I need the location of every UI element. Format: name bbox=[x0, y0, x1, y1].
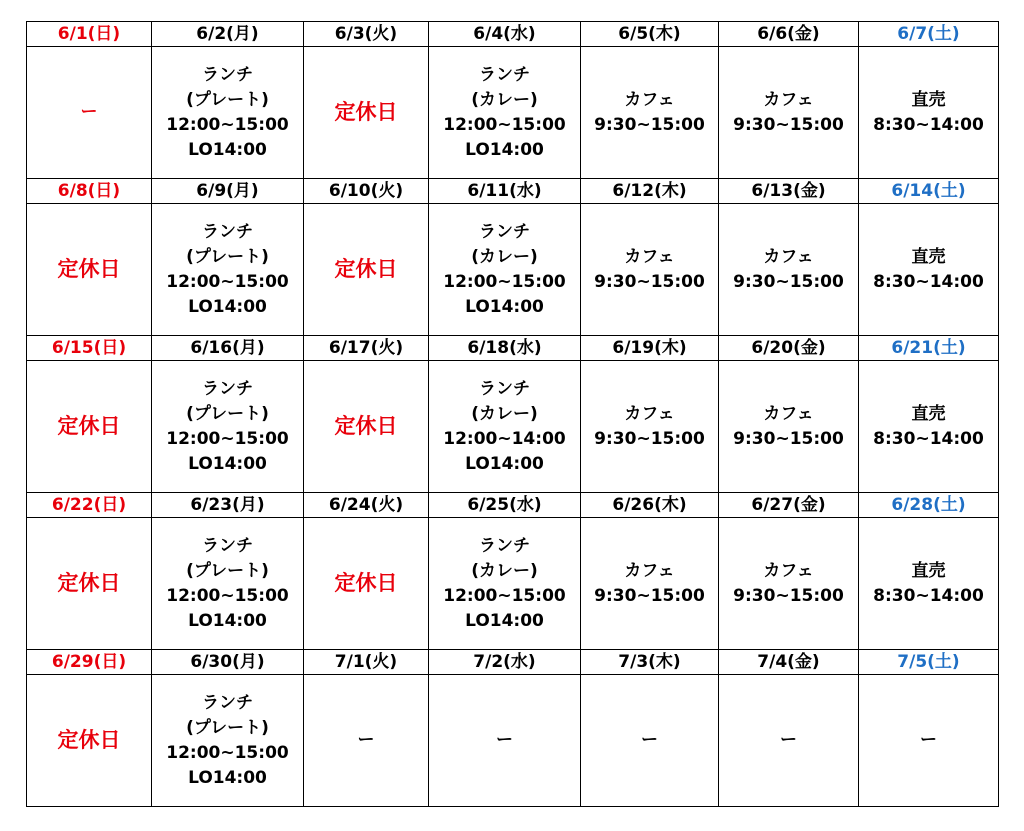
schedule-cell-direct bbox=[859, 518, 999, 650]
schedule-cell-lunch bbox=[429, 518, 581, 650]
schedule-text-line: (プレート) bbox=[186, 403, 269, 424]
date-cell: 7/3(木) bbox=[581, 650, 719, 675]
schedule-cell-dash bbox=[429, 675, 581, 807]
schedule-text-line: カフェ bbox=[763, 403, 814, 424]
no-service-dash: ー bbox=[920, 730, 937, 750]
schedule-cell-cafe bbox=[581, 361, 719, 493]
closed-day-label: 定休日 bbox=[334, 414, 398, 438]
schedule-text-line: LO14:00 bbox=[465, 453, 544, 474]
schedule-text-line: ランチ bbox=[202, 692, 253, 713]
closed-day-label: 定休日 bbox=[57, 257, 121, 281]
schedule-text-line: LO14:00 bbox=[188, 139, 267, 160]
no-service-dash: ー bbox=[780, 730, 797, 750]
date-cell: 7/2(水) bbox=[429, 650, 581, 675]
schedule-cell-direct bbox=[859, 204, 999, 336]
schedule-cell-dash bbox=[304, 675, 429, 807]
date-cell: 6/9(月) bbox=[152, 179, 304, 204]
date-cell: 6/10(火) bbox=[304, 179, 429, 204]
schedule-text-line: 9:30~15:00 bbox=[733, 114, 844, 135]
schedule-text-line: カフェ bbox=[763, 89, 814, 110]
schedule-text-line: LO14:00 bbox=[465, 610, 544, 631]
date-cell: 6/24(火) bbox=[304, 493, 429, 518]
schedule-text-line: 9:30~15:00 bbox=[594, 428, 705, 449]
closed-day-label: 定休日 bbox=[334, 571, 398, 595]
schedule-text-line: LO14:00 bbox=[188, 296, 267, 317]
date-cell: 6/20(金) bbox=[719, 336, 859, 361]
schedule-row bbox=[27, 47, 999, 179]
schedule-text-line: (プレート) bbox=[186, 89, 269, 110]
schedule-cell-cafe bbox=[581, 518, 719, 650]
schedule-text-line: 8:30~14:00 bbox=[873, 428, 984, 449]
schedule-text-line: 12:00~15:00 bbox=[166, 428, 289, 449]
date-cell: 6/17(火) bbox=[304, 336, 429, 361]
schedule-cell-cafe bbox=[581, 47, 719, 179]
schedule-text-line: LO14:00 bbox=[465, 296, 544, 317]
schedule-text-line: 9:30~15:00 bbox=[733, 271, 844, 292]
schedule-cell-lunch bbox=[152, 204, 304, 336]
date-cell: 6/25(水) bbox=[429, 493, 581, 518]
schedule-cell-lunch bbox=[152, 361, 304, 493]
schedule-text-line: 8:30~14:00 bbox=[873, 114, 984, 135]
schedule-cell-closed bbox=[27, 361, 152, 493]
date-cell: 6/27(金) bbox=[719, 493, 859, 518]
schedule-text-line: 12:00~15:00 bbox=[166, 585, 289, 606]
schedule-cell-cafe bbox=[719, 47, 859, 179]
date-cell: 6/26(木) bbox=[581, 493, 719, 518]
date-cell: 7/5(土) bbox=[859, 650, 999, 675]
schedule-text-line: ランチ bbox=[202, 221, 253, 242]
date-cell: 6/11(水) bbox=[429, 179, 581, 204]
closed-day-label: 定休日 bbox=[57, 571, 121, 595]
schedule-text-line: (プレート) bbox=[186, 717, 269, 738]
schedule-text-line: ランチ bbox=[202, 535, 253, 556]
schedule-text-line: ランチ bbox=[479, 535, 530, 556]
date-cell: 6/22(日) bbox=[27, 493, 152, 518]
date-cell: 6/3(火) bbox=[304, 22, 429, 47]
schedule-row bbox=[27, 518, 999, 650]
date-cell: 6/14(土) bbox=[859, 179, 999, 204]
schedule-text-line: ランチ bbox=[479, 221, 530, 242]
schedule-cell-lunch bbox=[152, 675, 304, 807]
schedule-text-line: 9:30~15:00 bbox=[594, 114, 705, 135]
schedule-text-line: 直売 bbox=[911, 89, 946, 110]
date-cell: 6/12(木) bbox=[581, 179, 719, 204]
schedule-text-line: 8:30~14:00 bbox=[873, 271, 984, 292]
schedule-text-line: 8:30~14:00 bbox=[873, 585, 984, 606]
schedule-text-line: LO14:00 bbox=[465, 139, 544, 160]
schedule-row bbox=[27, 675, 999, 807]
date-cell: 7/1(火) bbox=[304, 650, 429, 675]
schedule-text-line: LO14:00 bbox=[188, 610, 267, 631]
closed-day-label: 定休日 bbox=[57, 728, 121, 752]
schedule-text-line: (カレー) bbox=[471, 403, 538, 424]
date-cell: 6/30(月) bbox=[152, 650, 304, 675]
date-cell: 6/2(月) bbox=[152, 22, 304, 47]
date-cell: 6/6(金) bbox=[719, 22, 859, 47]
schedule-cell-closed bbox=[304, 518, 429, 650]
date-cell: 6/13(金) bbox=[719, 179, 859, 204]
calendar-body bbox=[27, 22, 999, 807]
schedule-text-line: 9:30~15:00 bbox=[594, 271, 705, 292]
schedule-cell-closed bbox=[27, 518, 152, 650]
schedule-cell-cafe bbox=[581, 204, 719, 336]
date-cell: 6/4(水) bbox=[429, 22, 581, 47]
schedule-text-line: 12:00~15:00 bbox=[443, 585, 566, 606]
schedule-text-line: 9:30~15:00 bbox=[733, 428, 844, 449]
closed-day-label: 定休日 bbox=[334, 257, 398, 281]
schedule-cell-cafe bbox=[719, 518, 859, 650]
date-header-row bbox=[27, 179, 999, 204]
schedule-text-line: LO14:00 bbox=[188, 453, 267, 474]
schedule-row bbox=[27, 204, 999, 336]
schedule-text-line: カフェ bbox=[624, 89, 675, 110]
schedule-cell-cafe bbox=[719, 361, 859, 493]
date-header-row bbox=[27, 336, 999, 361]
date-cell: 6/15(日) bbox=[27, 336, 152, 361]
date-cell: 6/18(水) bbox=[429, 336, 581, 361]
schedule-cell-dash bbox=[719, 675, 859, 807]
schedule-cell-lunch bbox=[429, 361, 581, 493]
schedule-cell-lunch bbox=[152, 47, 304, 179]
schedule-text-line: (カレー) bbox=[471, 560, 538, 581]
closed-day-label: 定休日 bbox=[334, 100, 398, 124]
schedule-text-line: ランチ bbox=[202, 64, 253, 85]
schedule-cell-closed bbox=[304, 204, 429, 336]
schedule-text-line: 12:00~15:00 bbox=[166, 114, 289, 135]
schedule-text-line: (カレー) bbox=[471, 89, 538, 110]
date-cell: 6/7(土) bbox=[859, 22, 999, 47]
schedule-text-line: カフェ bbox=[624, 246, 675, 267]
schedule-text-line: カフェ bbox=[763, 560, 814, 581]
date-cell: 6/8(日) bbox=[27, 179, 152, 204]
date-cell: 6/21(土) bbox=[859, 336, 999, 361]
date-cell: 6/28(土) bbox=[859, 493, 999, 518]
schedule-text-line: 12:00~14:00 bbox=[443, 428, 566, 449]
schedule-text-line: 9:30~15:00 bbox=[733, 585, 844, 606]
schedule-cell-closed bbox=[27, 204, 152, 336]
schedule-text-line: 12:00~15:00 bbox=[443, 271, 566, 292]
schedule-cell-cafe bbox=[719, 204, 859, 336]
schedule-text-line: (カレー) bbox=[471, 246, 538, 267]
schedule-row bbox=[27, 361, 999, 493]
schedule-text-line: (プレート) bbox=[186, 560, 269, 581]
schedule-text-line: ランチ bbox=[479, 64, 530, 85]
date-cell: 6/5(木) bbox=[581, 22, 719, 47]
schedule-text-line: 直売 bbox=[911, 403, 946, 424]
date-cell: 6/1(日) bbox=[27, 22, 152, 47]
schedule-cell-dash bbox=[859, 675, 999, 807]
date-header-row bbox=[27, 22, 999, 47]
schedule-text-line: 9:30~15:00 bbox=[594, 585, 705, 606]
date-cell: 6/23(月) bbox=[152, 493, 304, 518]
schedule-text-line: 直売 bbox=[911, 246, 946, 267]
no-service-dash: ー bbox=[357, 730, 375, 750]
schedule-text-line: カフェ bbox=[624, 560, 675, 581]
date-cell: 6/16(月) bbox=[152, 336, 304, 361]
schedule-cell-closed bbox=[27, 675, 152, 807]
schedule-cell-lunch bbox=[429, 47, 581, 179]
schedule-cell-closed bbox=[304, 47, 429, 179]
schedule-calendar bbox=[26, 21, 999, 807]
schedule-text-line: 12:00~15:00 bbox=[443, 114, 566, 135]
closed-day-label: 定休日 bbox=[57, 414, 121, 438]
schedule-text-line: ランチ bbox=[479, 378, 530, 399]
no-service-dash: ー bbox=[496, 730, 513, 750]
schedule-cell-direct bbox=[859, 361, 999, 493]
date-cell: 6/29(日) bbox=[27, 650, 152, 675]
schedule-cell-lunch bbox=[429, 204, 581, 336]
schedule-text-line: 直売 bbox=[911, 560, 946, 581]
schedule-text-line: 12:00~15:00 bbox=[166, 742, 289, 763]
schedule-text-line: LO14:00 bbox=[188, 767, 267, 788]
date-header-row bbox=[27, 650, 999, 675]
schedule-cell-direct bbox=[859, 47, 999, 179]
no-service-dash: ー bbox=[641, 730, 658, 750]
schedule-text-line: 12:00~15:00 bbox=[166, 271, 289, 292]
schedule-cell-closed bbox=[304, 361, 429, 493]
date-header-row bbox=[27, 493, 999, 518]
schedule-text-line: (プレート) bbox=[186, 246, 269, 267]
schedule-cell-dash bbox=[27, 47, 152, 179]
schedule-text-line: カフェ bbox=[624, 403, 675, 424]
schedule-text-line: カフェ bbox=[763, 246, 814, 267]
schedule-cell-lunch bbox=[152, 518, 304, 650]
schedule-text-line: ランチ bbox=[202, 378, 253, 399]
no-service-dash: ー bbox=[80, 102, 98, 122]
date-cell: 7/4(金) bbox=[719, 650, 859, 675]
schedule-cell-dash bbox=[581, 675, 719, 807]
date-cell: 6/19(木) bbox=[581, 336, 719, 361]
